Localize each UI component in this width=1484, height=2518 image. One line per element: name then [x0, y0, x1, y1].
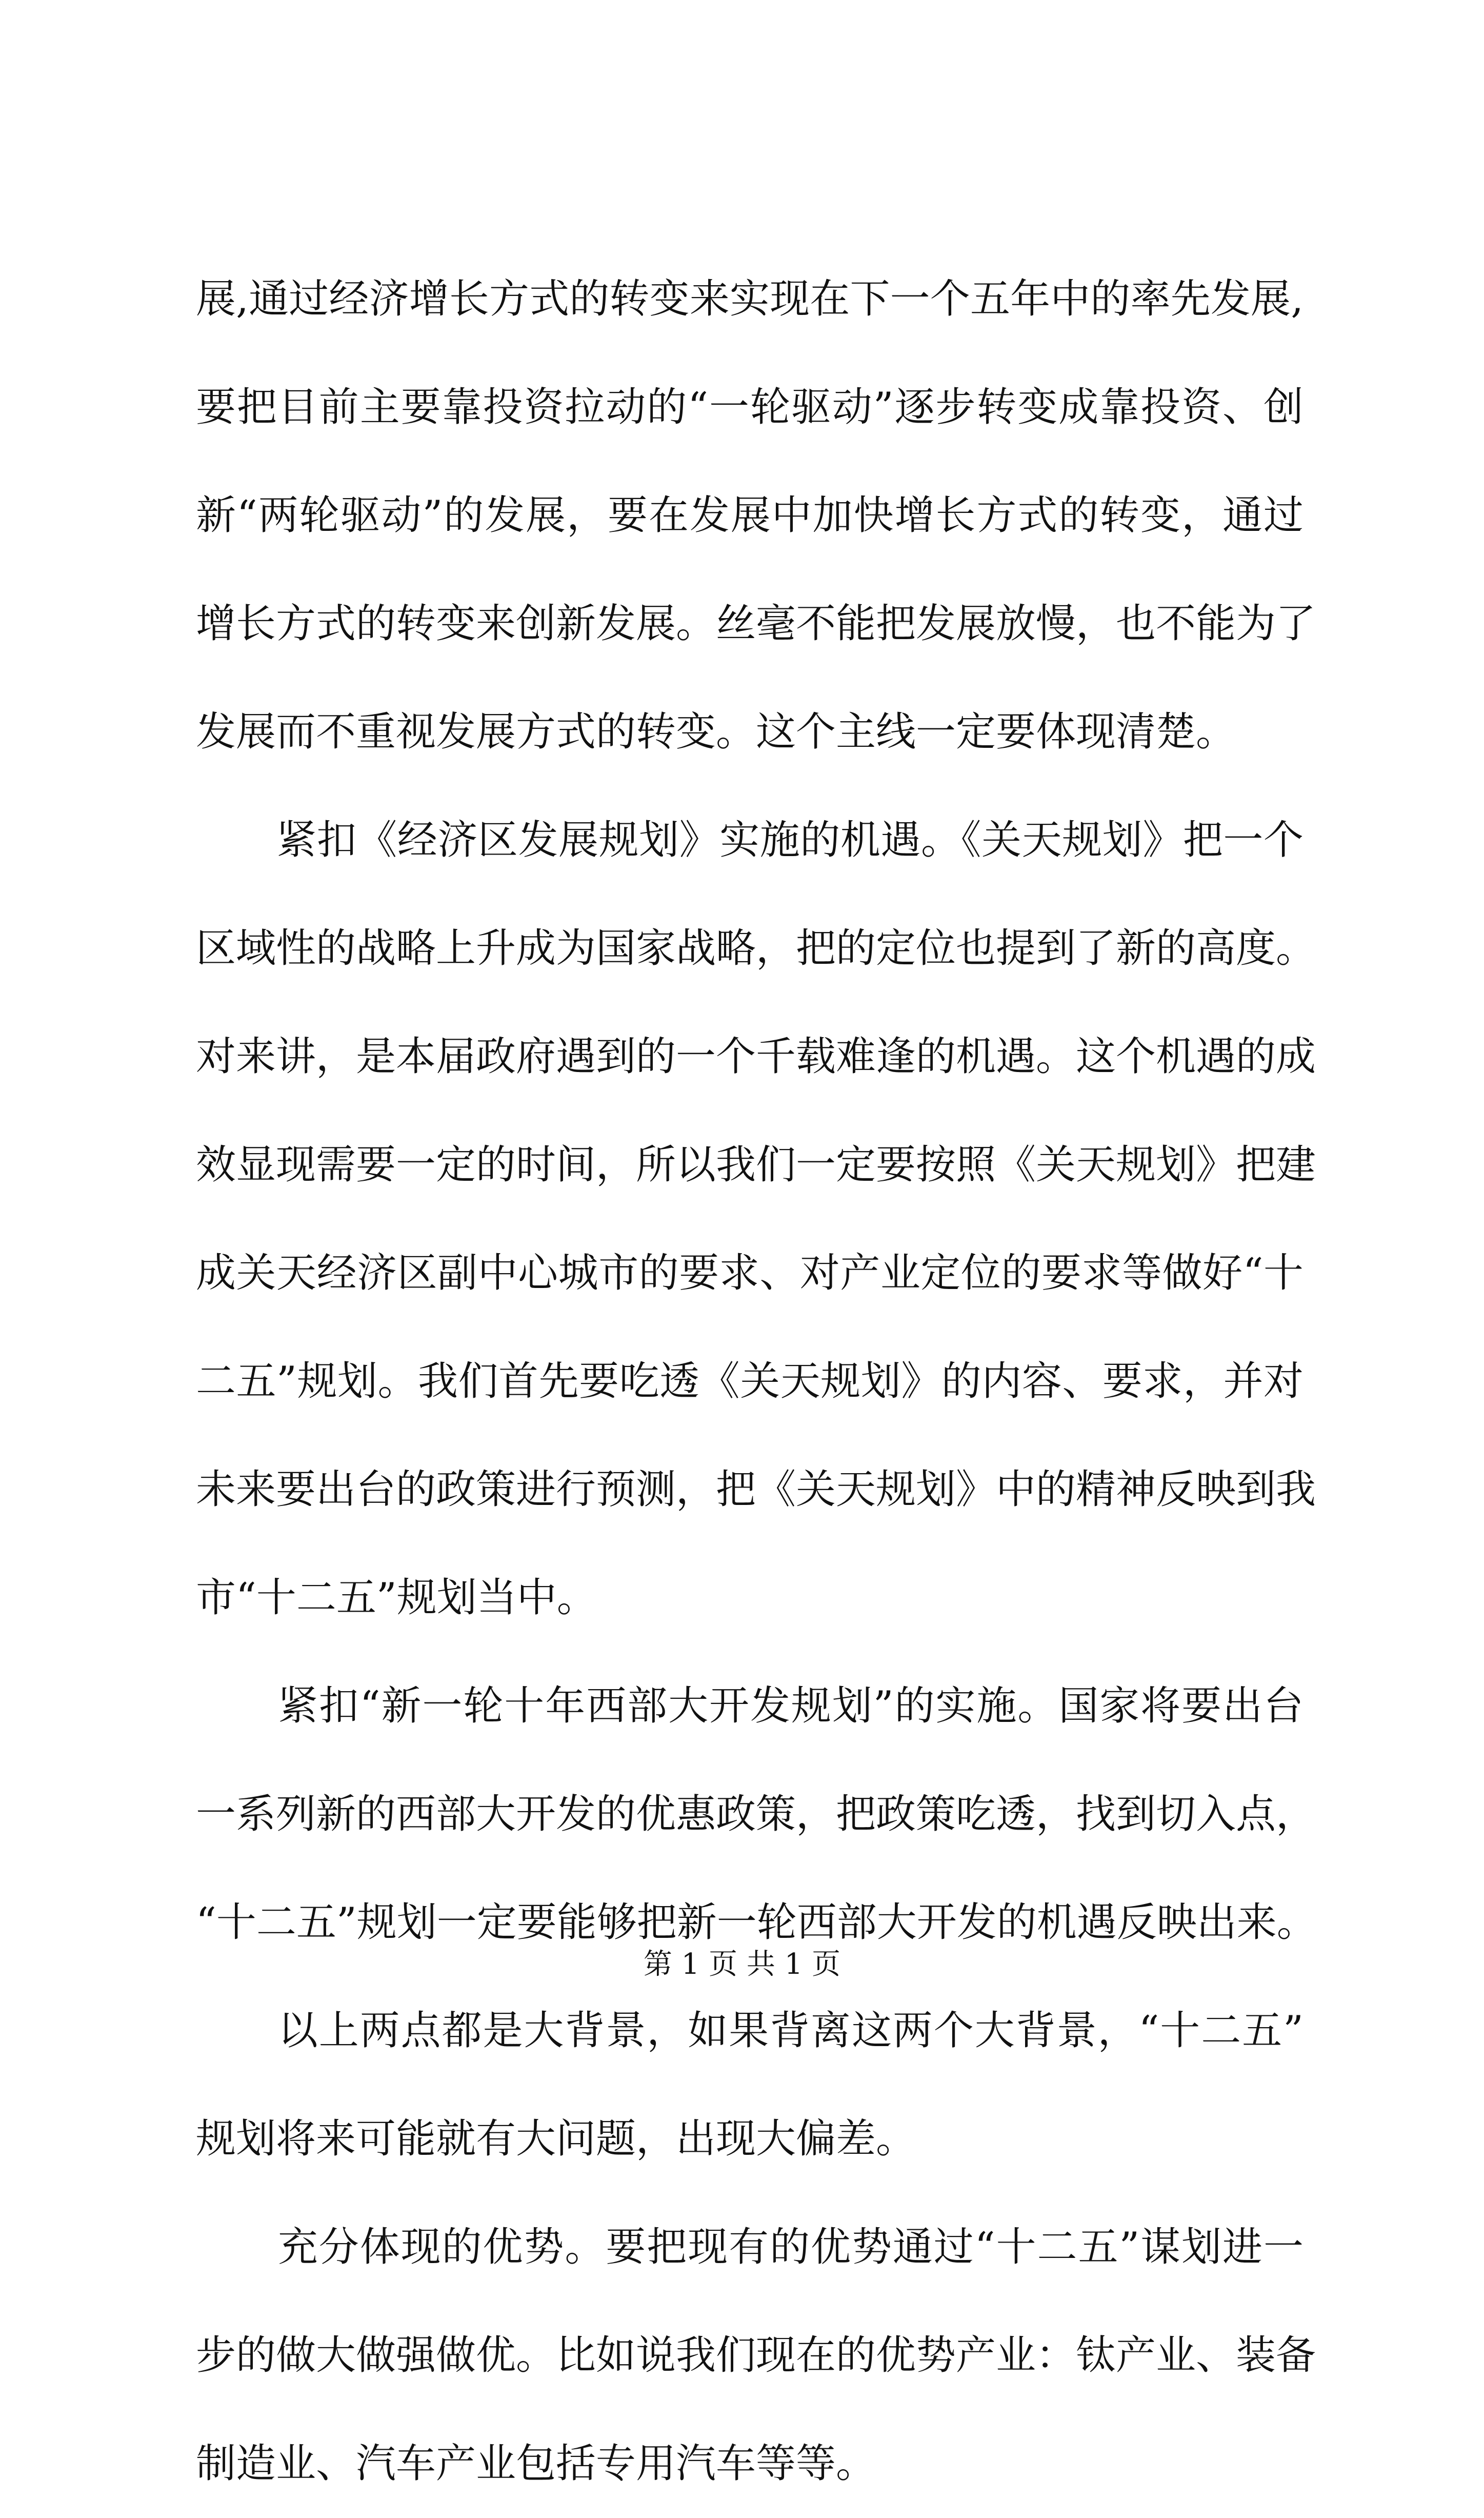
page-footer: 第 1 页 共 1 页 [643, 1948, 841, 1981]
text-line: 要把目前主要靠投资拉动的“一轮驱动”逐步转变成靠投资、创 [196, 384, 1303, 430]
paragraph-4 [196, 1977, 1303, 2193]
text-line: 紧扣《经济区发展规划》实施的机遇。《关天规划》把一个 [196, 817, 1303, 863]
text-line: 效显现需要一定的时间，所以我们一定要按照《关天规划》把建 [196, 1142, 1316, 1188]
paragraph-2 [196, 786, 1316, 1652]
text-line: 成关天经济区副中心城市的要求、对产业定位的要求等做好“十 [196, 1250, 1303, 1296]
text-line: 紧扣“新一轮十年西部大开发规划”的实施。国家将要出台 [196, 1683, 1303, 1729]
text-line: 增长方式的转变来创新发展。丝毫不能把发展放慢，也不能为了 [196, 601, 1316, 647]
text-line: 新“两轮驱动”的发展，要在发展中加快增长方式的转变，通过 [196, 492, 1303, 539]
text-line: 以上两点都是大背景，如果背离这两个大背景，“十二五” [196, 2008, 1303, 2054]
text-line: 未来要出台的政策进行预测，把《关天规划》中的精神反映到我 [196, 1466, 1316, 1513]
paragraph-5 [196, 2193, 1316, 2518]
text-line: “十二五”规划一定要能够把新一轮西部大开发的机遇反映出来。 [196, 1899, 1317, 1946]
text-line: 对来讲，是本届政府遇到的一个千载难逢的机遇。这个机遇的成 [196, 1034, 1316, 1080]
text-line: 二五”规划。我们首先要吃透《关天规划》的内容、要求，并对 [196, 1358, 1303, 1404]
text-line: 展,通过经济增长方式的转变来实现在下一个五年中的率先发展, [196, 276, 1303, 322]
text-line: 一系列新的西部大开发的优惠政策，把政策吃透，找到切入点， [196, 1791, 1316, 1837]
paragraph-3 [196, 1652, 1317, 1977]
document-body [196, 245, 1317, 2518]
text-line: 发展而不重视发展方式的转变。这个主线一定要体现清楚。 [196, 709, 1236, 755]
text-line: 区域性的战略上升成为国家战略，把的定位也提到了新的高度。 [196, 925, 1316, 971]
text-line: 步的做大做强做优。比如说我们现在的优势产业：钛产业、装备 [196, 2332, 1316, 2378]
text-line: 规划将来可能就有大问题，出现大偏差。 [196, 2116, 916, 2162]
text-line: 市“十二五”规划当中。 [196, 1575, 597, 1621]
paragraph-1 [196, 245, 1316, 786]
text-line: 充分体现的优势。要把现有的优势通过“十二五”谋划进一 [196, 2224, 1303, 2270]
text-line: 制造业、汽车产业包括专用汽车等等。 [196, 2441, 876, 2487]
